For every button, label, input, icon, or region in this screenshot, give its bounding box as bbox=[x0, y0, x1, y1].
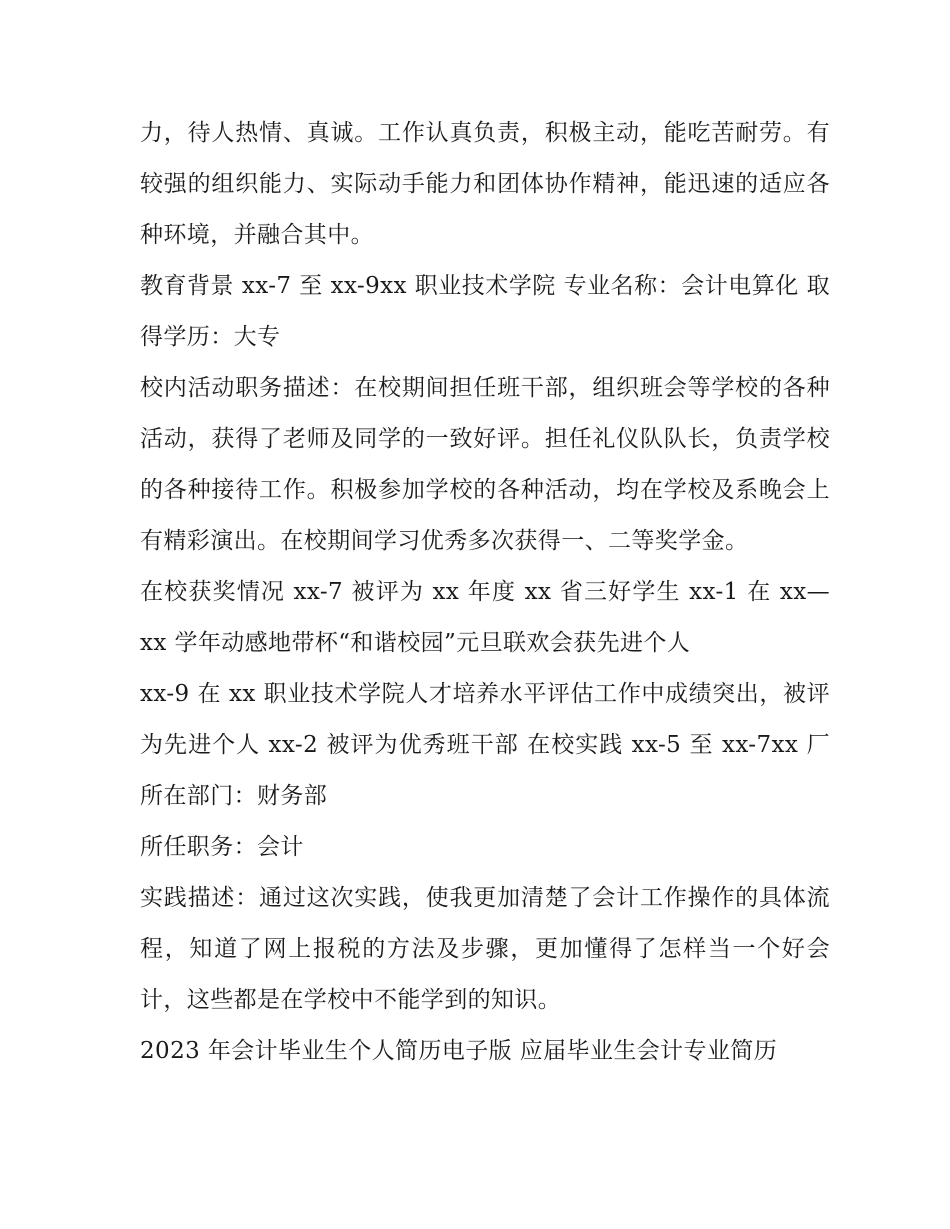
paragraph-awards-practice: xx-9 在 xx 职业技术学院人才培养水平评估工作中成绩突出，被评为先进个人 xx-2 被评为优秀班干部 在校实践 xx-5 至 xx-7xx 厂 所在部门：财务部 bbox=[140, 681, 830, 809]
document-body bbox=[140, 108, 830, 1077]
paragraph-position: 所任职务：会计 bbox=[140, 834, 304, 860]
paragraph-title-line: 2023 年会计毕业生个人简历电子版 应届毕业生会计专业简历 bbox=[140, 1038, 778, 1064]
paragraph-personal-traits: 力，待人热情、真诚。工作认真负责，积极主动，能吃苦耐劳。有较强的组织能力、实际动手能力和团体协作精神，能迅速的适应各种环境，并融合其中。 bbox=[140, 120, 830, 248]
paragraph-awards: 在校获奖情况 xx-7 被评为 xx 年度 xx 省三好学生 xx-1 在 xx—xx 学年动感地带杯“和谐校园”元旦联欢会获先进个人 bbox=[140, 579, 830, 656]
paragraph-practice-description: 实践描述：通过这次实践，使我更加清楚了会计工作操作的具体流程，知道了网上报税的方法及步骤，更加懂得了怎样当一个好会计，这些都是在学校中不能学到的知识。 bbox=[140, 885, 830, 1013]
paragraph-campus-activities: 校内活动职务描述：在校期间担任班干部，组织班会等学校的各种活动，获得了老师及同学的一致好评。担任礼仪队队长，负责学校的各种接待工作。积极参加学校的各种活动，均在学校及系晚会上有精彩演出。在校期间学习优秀多次获得一、二等奖学金。 bbox=[140, 375, 830, 554]
paragraph-education-background: 教育背景 xx-7 至 xx-9xx 职业技术学院 专业名称：会计电算化 取得学历：大专 bbox=[140, 273, 830, 350]
